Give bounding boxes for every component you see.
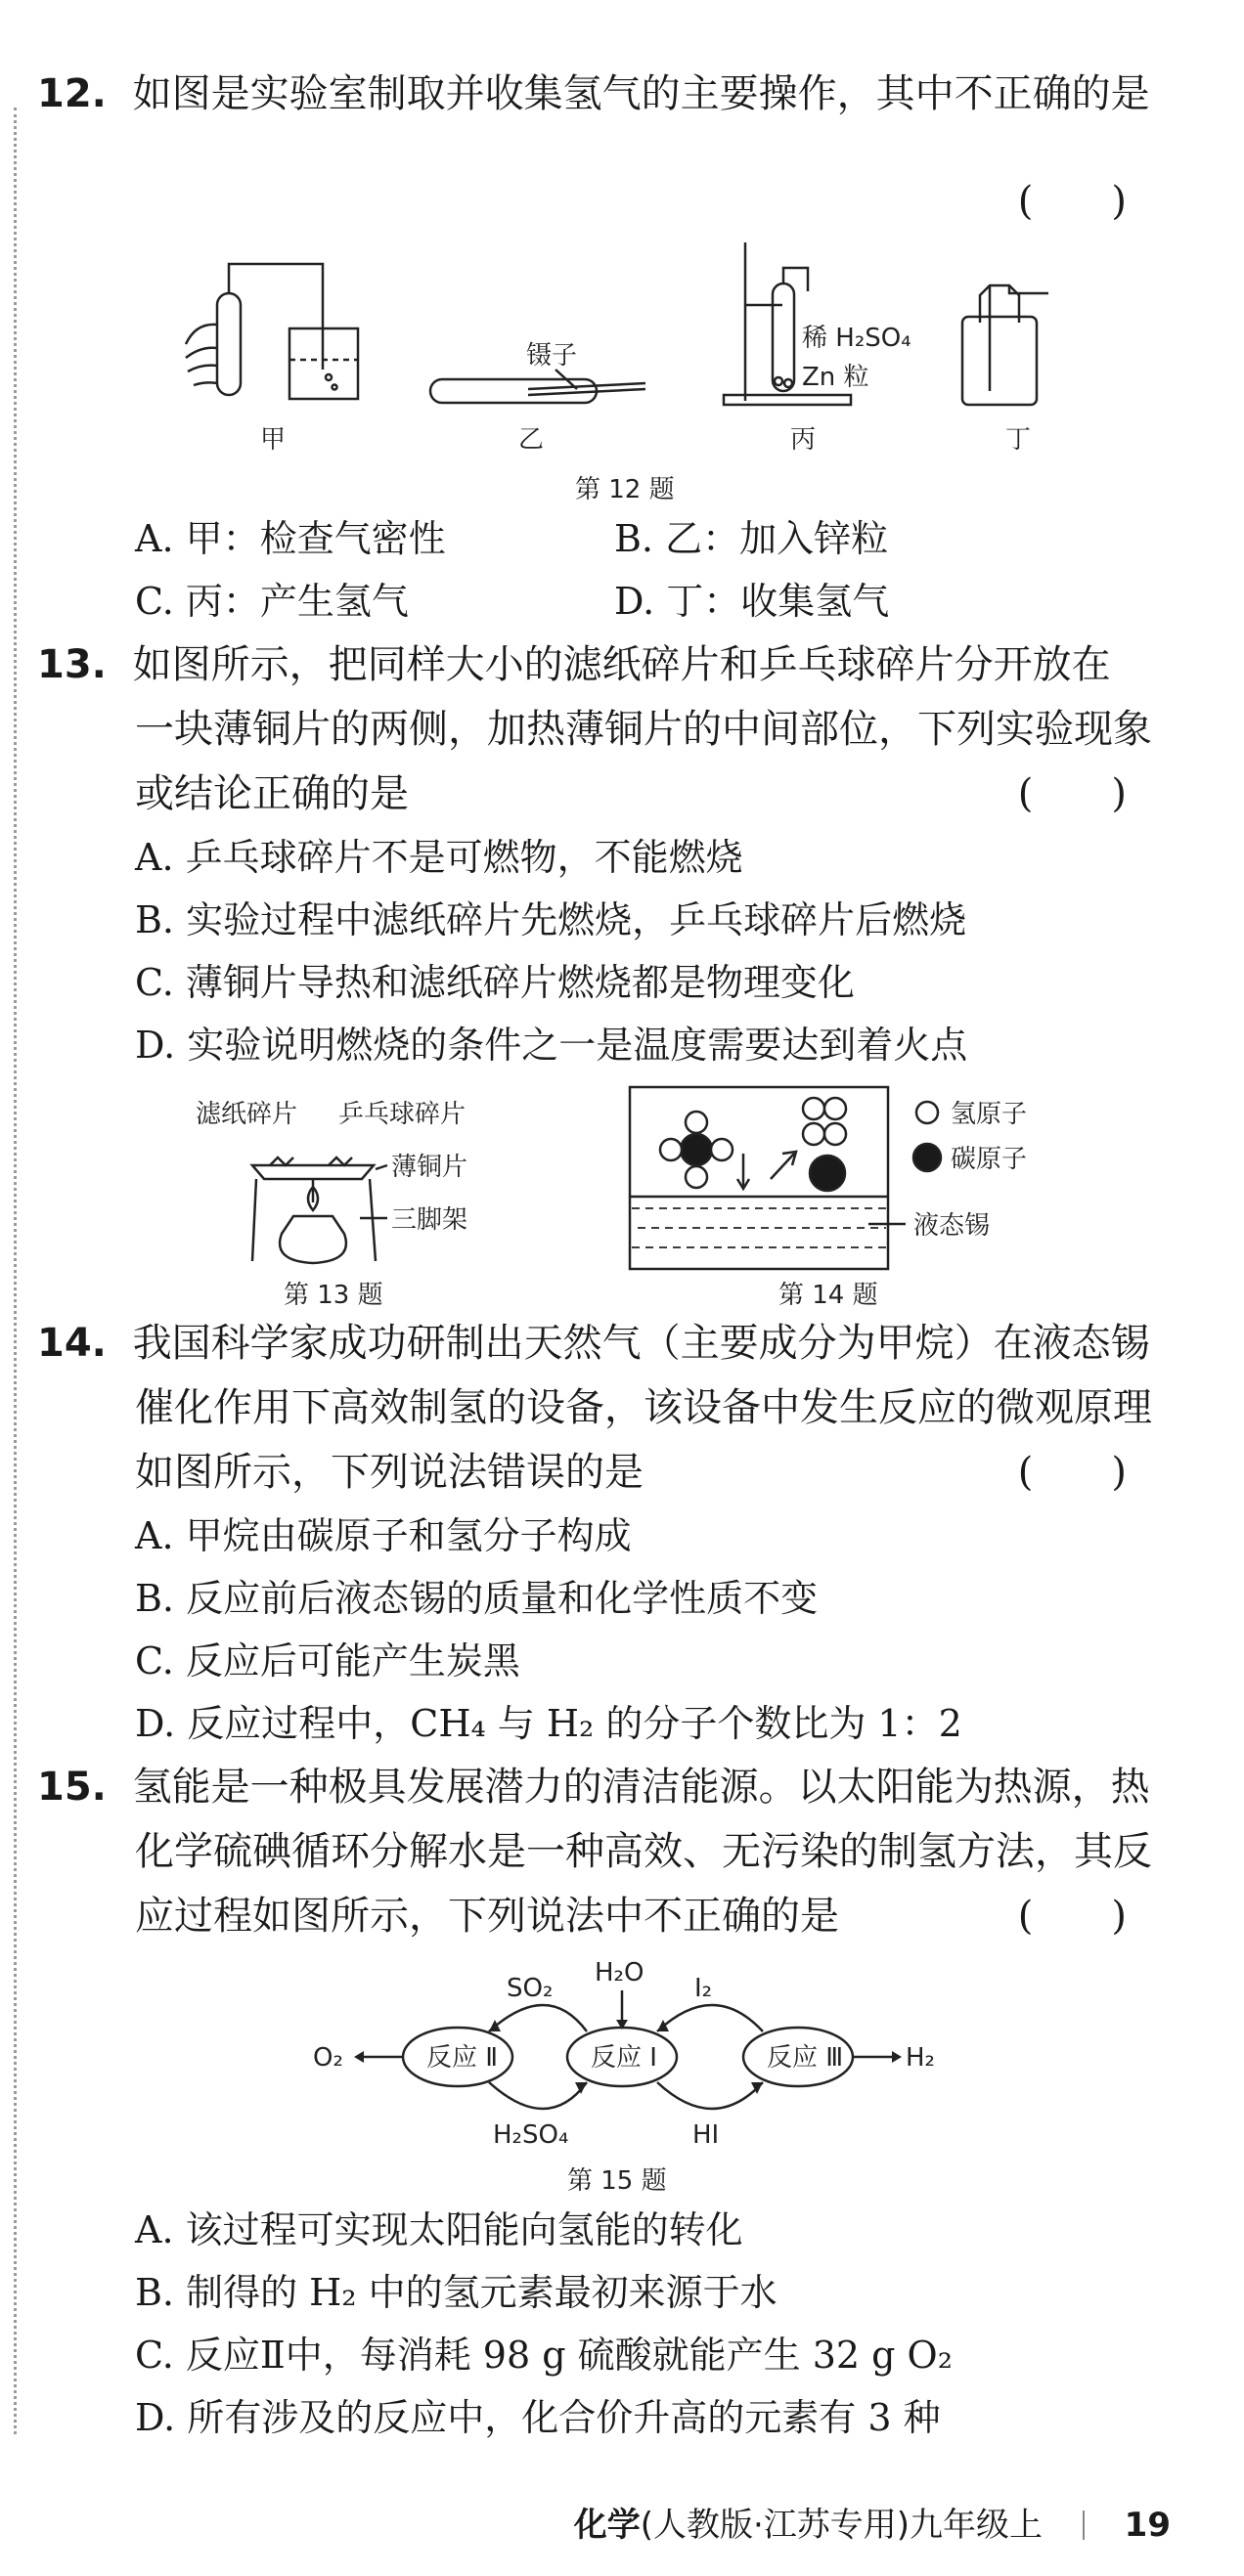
q14-stem-text: 我国科学家成功研制出天然气（主要成分为甲烷）在液态锡 xyxy=(132,1321,1150,1366)
q13-copper-label: 薄铜片 xyxy=(391,1153,468,1182)
q15-label-so2: SO₂ xyxy=(507,1974,554,2003)
q15-option-c: C. 反应Ⅱ中，每消耗 98 g 硫酸就能产生 32 g O₂ xyxy=(135,2334,953,2377)
q15-stem-line-2: 化学硫碘循环分解水是一种高效、无污染的制氢方法，其反 xyxy=(135,1829,1152,1874)
q12-label-c: 丙 xyxy=(790,425,817,455)
q15-option-d: D. 所有涉及的反应中，化合价升高的元素有 3 种 xyxy=(135,2396,941,2439)
q14-option-c: C. 反应后可能产生炭黑 xyxy=(135,1639,520,1682)
q15-label-o2: O₂ xyxy=(313,2043,343,2073)
q15-label-r3: 反应 Ⅲ xyxy=(767,2043,844,2073)
q15-caption: 第 15 题 xyxy=(567,2166,667,2196)
q12-acid-label: 稀 H₂SO₄ xyxy=(802,324,911,353)
q12-label-a: 甲 xyxy=(260,425,287,455)
q13-tripod-label: 三脚架 xyxy=(391,1205,468,1235)
q12-label-d: 丁 xyxy=(1005,425,1032,455)
q13-stem-line-2: 一块薄铜片的两侧，加热薄铜片的中间部位，下列实验现象 xyxy=(135,707,1152,752)
q12-option-a: A. 甲：检查气密性 xyxy=(135,517,446,560)
q15-arc-hi xyxy=(657,2082,763,2109)
q14-legend-h: 氢原子 xyxy=(951,1100,1028,1129)
q13-stem-line-3: 或结论正确的是 xyxy=(135,771,409,816)
q14-legend-sn: 液态锡 xyxy=(913,1211,991,1241)
q12-option-b: B. 乙：加入锌粒 xyxy=(614,517,889,560)
q15-arrowhead xyxy=(489,2020,501,2031)
q13-option-d: D. 实验说明燃烧的条件之一是温度需要达到着火点 xyxy=(135,1024,968,1067)
q15-label-r1: 反应 Ⅰ xyxy=(591,2043,657,2073)
q14-number: 14. xyxy=(37,1321,107,1366)
q15-arc-i2 xyxy=(657,2005,763,2031)
q15-label-h2: H₂ xyxy=(906,2043,935,2073)
q14-legend-c: 碳原子 xyxy=(951,1145,1028,1174)
q14-stem-line-3: 如图所示，下列说法错误的是 xyxy=(135,1450,644,1495)
q15-option-b: B. 制得的 H₂ 中的氢元素最初来源于水 xyxy=(135,2271,778,2314)
q12-number: 12. xyxy=(37,71,107,116)
q13-paper-label: 滤纸碎片 xyxy=(196,1100,298,1129)
q14-answer-blank: ( ) xyxy=(1017,1450,1127,1495)
q13-pingpong-label: 乒乓球碎片 xyxy=(338,1100,466,1129)
q12-option-d: D. 丁：收集氢气 xyxy=(614,580,890,623)
q15-label-i2: I₂ xyxy=(694,1974,713,2003)
q15-label-hi: HI xyxy=(692,2120,720,2150)
q14-option-d: D. 反应过程中，CH₄ 与 H₂ 的分子个数比为 1：2 xyxy=(135,1702,962,1745)
q14-stem-line-2: 催化作用下高效制氢的设备，该设备中发生反应的微观原理 xyxy=(135,1385,1152,1430)
q12-option-c: C. 丙：产生氢气 xyxy=(135,580,409,623)
footer-divider xyxy=(1083,2511,1085,2540)
q15-label-h2o: H₂O xyxy=(595,1958,644,1987)
q14-option-b: B. 反应前后液态锡的质量和化学性质不变 xyxy=(135,1577,819,1620)
q15-label-r2: 反应 Ⅱ xyxy=(426,2043,499,2073)
q15-option-a: A. 该过程可实现太阳能向氢能的转化 xyxy=(135,2208,743,2251)
footer-edition: (人教版·江苏专用)九年级上 xyxy=(640,2506,1044,2545)
q13-caption: 第 13 题 xyxy=(284,1281,383,1310)
q12-caption: 第 12 题 xyxy=(575,475,675,504)
q15-answer-blank: ( ) xyxy=(1017,1894,1127,1939)
q12-answer-blank: ( ) xyxy=(1017,179,1127,224)
q13-answer-blank: ( ) xyxy=(1017,771,1127,816)
q12-label-b: 乙 xyxy=(518,425,545,455)
q14-option-a: A. 甲烷由碳原子和氢分子构成 xyxy=(135,1514,632,1557)
q13-option-b: B. 实验过程中滤纸碎片先燃烧，乒乓球碎片后燃烧 xyxy=(135,898,967,941)
page-number: 19 xyxy=(1124,2506,1171,2545)
q13-number: 13. xyxy=(37,642,107,687)
q14-caption: 第 14 题 xyxy=(778,1281,878,1310)
q15-label-h2so4: H₂SO₄ xyxy=(493,2120,569,2150)
q15-arrowhead xyxy=(354,2051,364,2063)
q13-option-c: C. 薄铜片导热和滤纸碎片燃烧都是物理变化 xyxy=(135,961,855,1004)
q15-number: 15. xyxy=(37,1765,107,1810)
footer-subject: 化学 xyxy=(573,2506,641,2545)
q15-stem-text: 氢能是一种极具发展潜力的清洁能源。以太阳能为热源，热 xyxy=(132,1765,1150,1810)
q12-stem-text: 如图是实验室制取并收集氢气的主要操作，其中不正确的是 xyxy=(132,71,1150,116)
q15-stem-line-3: 应过程如图所示，下列说法中不正确的是 xyxy=(135,1894,839,1939)
page-footer xyxy=(574,2498,1171,2546)
q13-option-a: A. 乒乓球碎片不是可燃物，不能燃烧 xyxy=(135,836,743,879)
q12-zn-label: Zn 粒 xyxy=(802,363,869,392)
q13-stem-text: 如图所示，把同样大小的滤纸碎片和乒乓球碎片分开放在 xyxy=(132,642,1111,687)
q15-arc-h2so4 xyxy=(489,2082,587,2109)
q15-arc-so2 xyxy=(489,2005,587,2031)
q12-tweezers-label: 镊子 xyxy=(526,341,578,371)
q15-arrowhead xyxy=(892,2051,902,2063)
